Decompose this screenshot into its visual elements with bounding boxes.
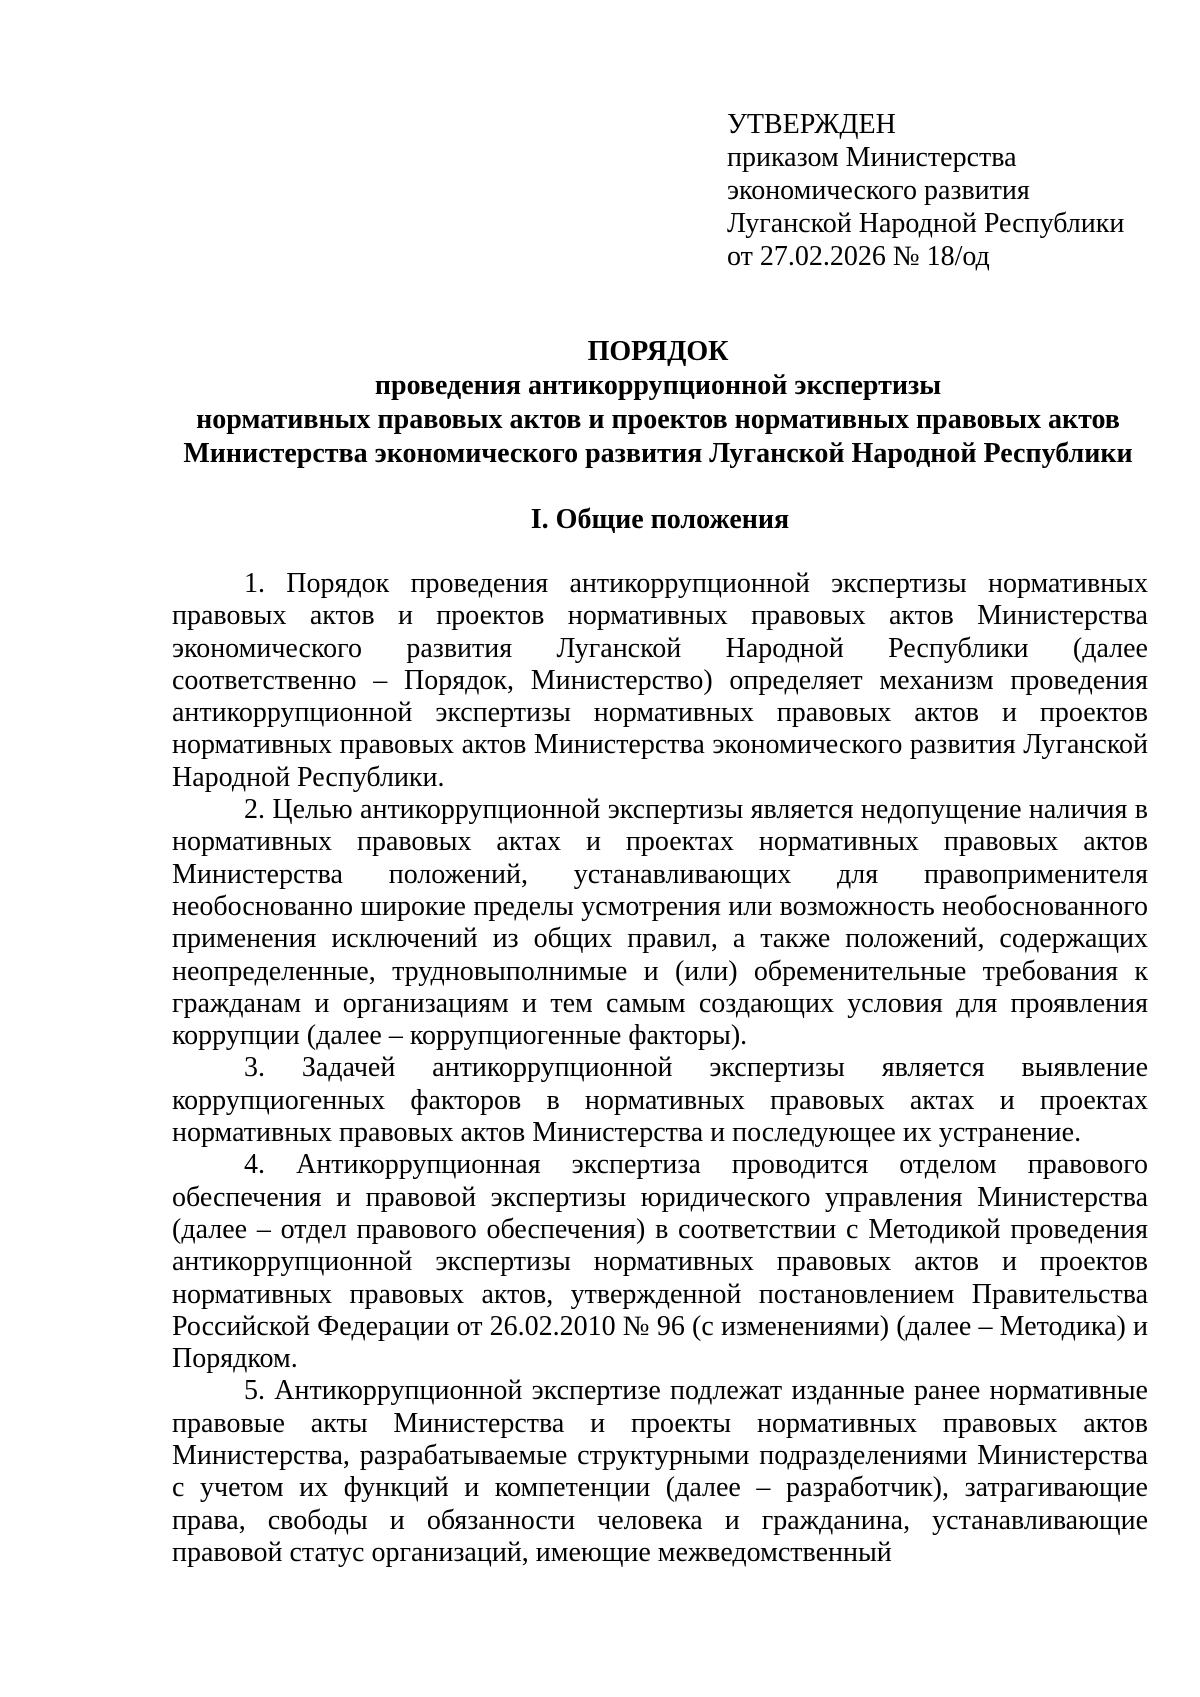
paragraph-4: 4. Антикоррупционная экспертиза проводится отделом правового обеспечения и правовой экспертизы юридического управления Министерства (далее – отдел правового обеспечения) в соответствии с Методикой проведения антикоррупционной экспертизы нормативных правовых актов и проектов нормативных правовых актов, утвержденной постановлением Правительства Российской Федерации от 26.02.2010 № 96 (с изменениями) (далее – Методика) и Порядком.	[172, 1149, 1148, 1375]
paragraph-2: 2. Целью антикоррупционной экспертизы является недопущение наличия в нормативных правовых актах и проектах нормативных правовых актов Министерства положений, устанавливающих для правоприменителя необоснованно широкие пределы усмотрения или возможность необоснованного применения исключений из общих правил, а также положений, содержащих неопределенные, трудновыполнимые и (или) обременительные требования к гражданам и организациям и тем самым создающих условия для проявления коррупции (далее – коррупциогенные факторы).	[172, 794, 1148, 1052]
document-body	[172, 568, 1148, 1569]
section-heading: I. Общие положения	[530, 504, 790, 535]
paragraph-3: 3. Задачей антикоррупционной экспертизы является выявление коррупциогенных факторов в нормативных правовых актах и проектах нормативных правовых актов Министерства и последующее их устранение.	[172, 1052, 1148, 1149]
paragraph-1: 1. Порядок проведения антикоррупционной экспертизы нормативных правовых актов и проектов нормативных правовых актов Министерства экономического развития Луганской Народной Республики (далее соответственно – Порядок, Министерство) определяет механизм проведения антикоррупционной экспертизы нормативных правовых актов и проектов нормативных правовых актов Министерства экономического развития Луганской Народной Республики.	[172, 568, 1148, 793]
approval-line: УТВЕРЖДЕН	[727, 109, 896, 140]
approval-line: Луганской Народной Республики	[727, 208, 1125, 239]
approval-line: экономического развития	[727, 175, 1030, 206]
title-line: Министерства экономического развития Луганской Народной Республики	[183, 438, 1133, 469]
approval-line: приказом Министерства	[727, 142, 1017, 173]
title-line: нормативных правовых актов и проектов нормативных правовых актов	[196, 404, 1120, 435]
title-main: ПОРЯДОК	[587, 336, 729, 367]
paragraph-5: 5. Антикоррупционной экспертизе подлежат изданные ранее нормативные правовые акты Министерства и проекты нормативных правовых актов Министерства, разрабатываемые структурными подразделениями Министерства с учетом их функций и компетенции (далее – разработчик), затрагивающие права, свободы и обязанности человека и гражданина, устанавливающие правовой статус организаций, имеющие межведомственный	[172, 1375, 1148, 1568]
approval-stamp	[727, 108, 1148, 273]
approval-line: от 27.02.2026 № 18/од	[727, 241, 990, 272]
title-line: проведения антикоррупционной экспертизы	[374, 370, 942, 401]
document-title	[172, 335, 1148, 471]
